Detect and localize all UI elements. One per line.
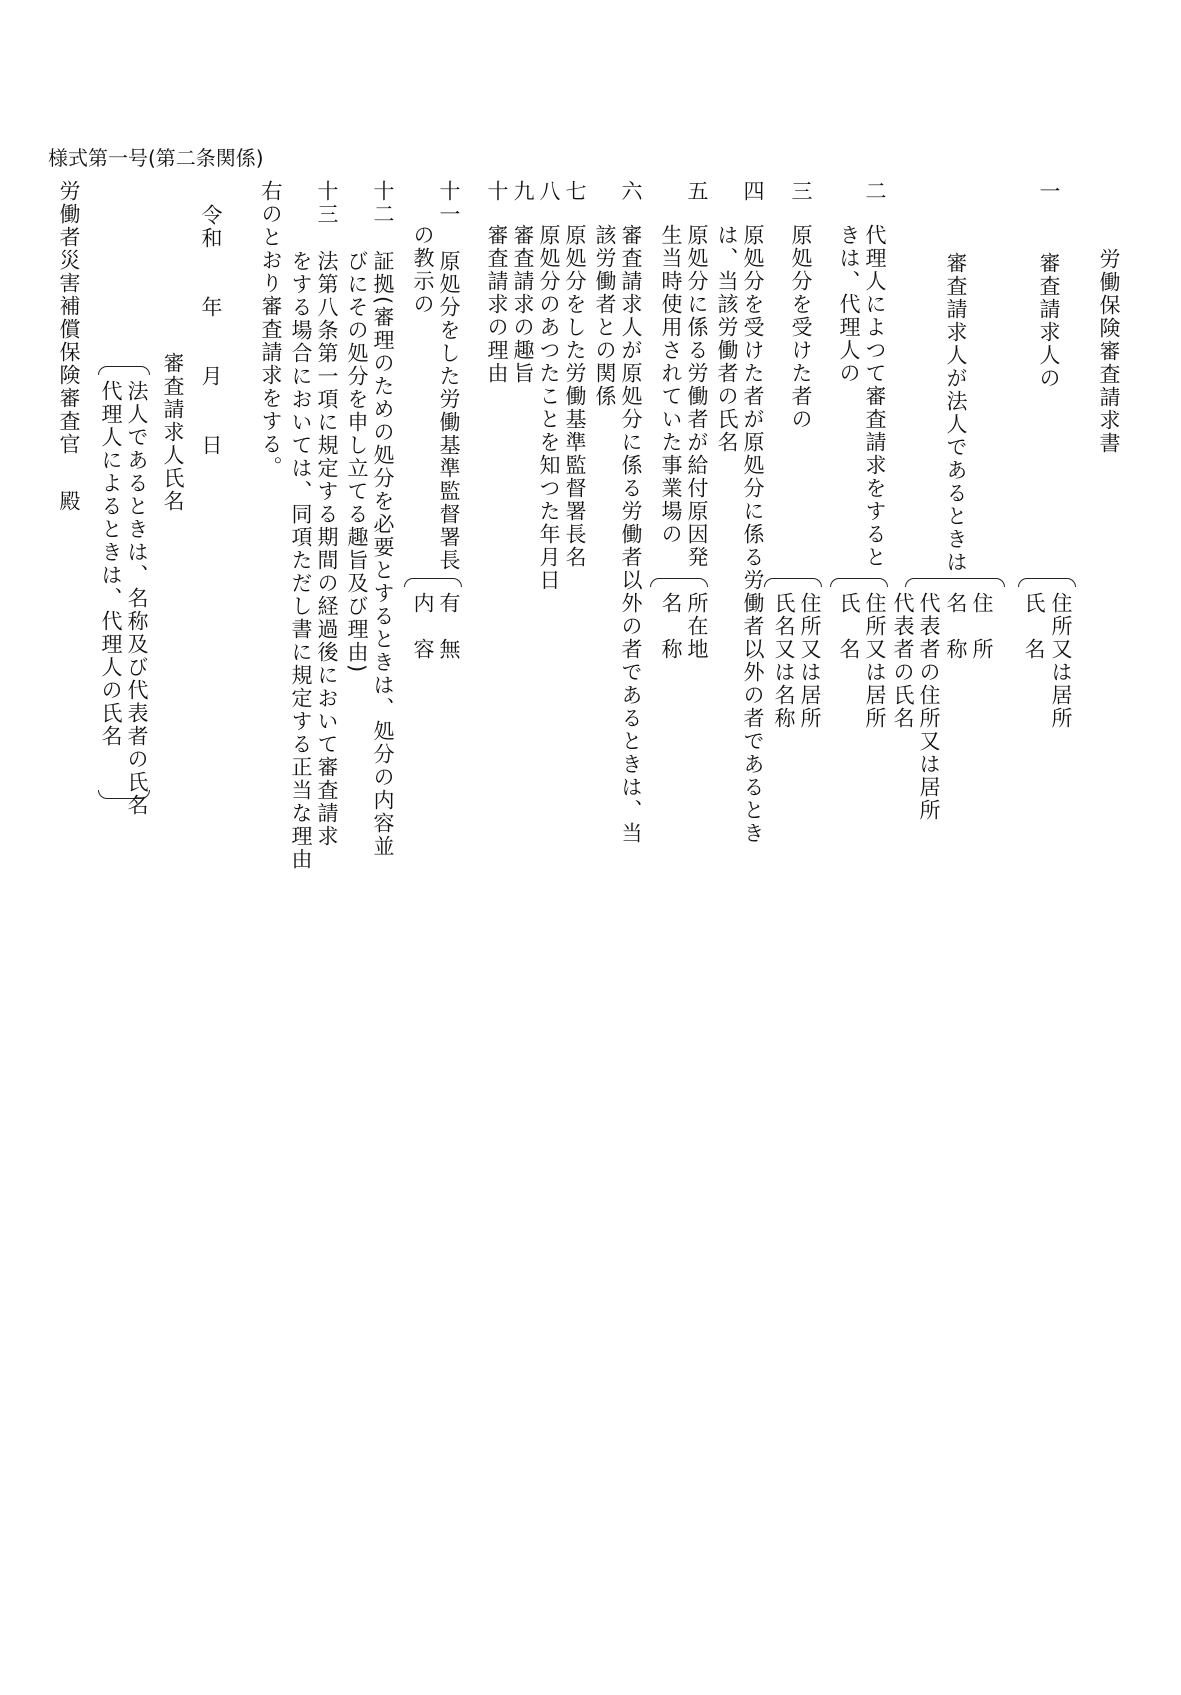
item-3-option-2: 氏名又は名称 [772,592,796,730]
item-3-label: 原処分を受けた者の [789,224,813,431]
item-6-label-1: 審査請求人が原処分に係る労働者以外の者であるときは、当 [619,224,643,845]
item-2-brace [830,578,888,587]
item-3-option-1: 住所又は居所 [798,592,822,730]
corporate-option-1: 住 所 [970,592,994,661]
item-12-label-2: びにその処分を申し立てる趣旨及び理由) [345,250,369,675]
item-2-label-2: きは、代理人の [837,224,861,385]
item-11-brace [404,578,462,587]
item-1-label: 審査請求人の [1037,252,1061,390]
signer-note-brace-top [98,366,150,375]
item-5-number: 五 [685,180,709,203]
item-5-label-1: 原処分に係る労働者が給付原因発 [685,224,709,569]
item-11-option-2: 内 容 [411,592,435,661]
item-1-number: 一 [1037,180,1061,203]
corporate-option-3: 代表者の住所又は居所 [917,592,941,822]
item-4-label-2: は、当該労働者の氏名 [715,224,739,454]
item-11-label-1: 原処分をした労働基準監督署長 [437,250,461,572]
item-6-label-2: 該労働者との関係 [593,224,617,408]
item-5-option-2: 名 称 [659,592,683,661]
item-3-number: 三 [789,180,813,203]
form-id: 様式第一号(第二条関係) [48,146,264,170]
closing-statement: 右のとおり審査請求をする。 [259,180,283,479]
honorific: 殿 [57,490,81,513]
item-13-label-2: をする場合においては、同項ただし書に規定する正当な理由 [289,250,313,871]
item-10-number: 十 [485,180,509,203]
item-3-brace [764,578,822,587]
corporate-option-4: 代表者の氏名 [891,592,915,730]
item-7-label: 原処分をした労働基準監督署長名 [563,224,587,569]
item-4-number: 四 [741,180,765,203]
item-1-option-1: 住所又は居所 [1049,592,1073,730]
item-2-option-1: 住所又は居所 [863,592,887,730]
item-9-label: 審査請求の趣旨 [511,224,535,385]
item-5-label-2: 生当時使用されていた事業場の [659,224,683,546]
corporate-option-2: 名 称 [944,592,968,661]
item-2-number: 二 [863,180,887,203]
item-7-number: 七 [563,180,587,203]
item-5-brace [650,578,708,587]
item-11-option-1: 有 無 [437,592,461,661]
item-10-label: 審査請求の理由 [485,224,509,385]
item-12-label-1: 証拠(審理のための処分を必要とするときは、処分の内容並 [371,250,395,859]
item-13-label-1: 法第八条第一項に規定する期間の経過後において審査請求 [315,250,339,848]
item-1-brace [1018,578,1076,587]
document-title: 労働保険審査請求書 [1097,248,1121,455]
signer-name-label: 審査請求人氏名 [161,352,185,513]
item-8-label: 原処分のあつたことを知つた年月日 [537,224,561,592]
item-11-label-2: の教示の [411,224,435,316]
corporate-label: 審査請求人が法人であるときは [944,252,968,574]
item-11-number: 十一 [437,180,461,226]
item-8-number: 八 [537,180,561,203]
item-12-number: 十二 [371,180,395,226]
item-2-option-2: 氏 名 [837,592,861,661]
addressee: 労働者災害補償保険審査官 [57,180,81,456]
item-5-option-1: 所在地 [685,592,709,661]
item-13-number: 十三 [315,180,339,226]
item-9-number: 九 [511,180,535,203]
item-2-label-1: 代理人によつて審査請求をすると [863,224,887,569]
signer-note-2: 代理人によるときは、代理人の氏名 [99,380,123,748]
item-6-number: 六 [619,180,643,203]
corporate-brace [905,578,1005,587]
signer-note-1: 法人であるときは、名称及び代表者の氏名 [125,380,149,817]
date-line: 令和 年 月 日 [199,204,223,457]
item-4-label-1: 原処分を受けた者が原処分に係る労働者以外の者であるとき [741,224,765,845]
item-1-option-2: 氏 名 [1022,592,1046,661]
